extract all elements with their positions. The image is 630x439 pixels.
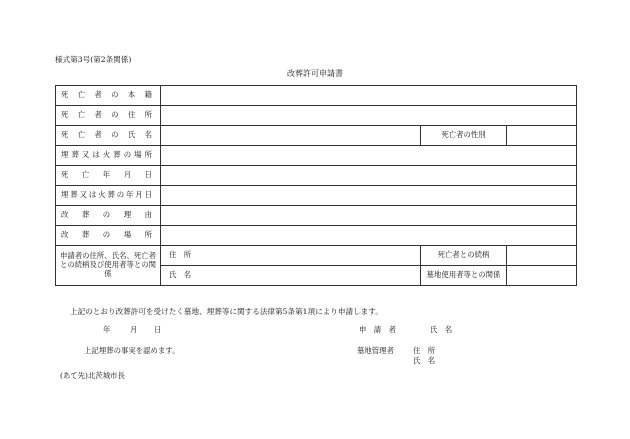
row-honseki (56, 86, 577, 106)
row-reburial-place (56, 226, 577, 246)
field-reason[interactable] (161, 206, 577, 226)
field-death-date[interactable] (161, 166, 577, 186)
field-burial-place[interactable] (161, 146, 577, 166)
manager-name-label: 氏 名 (413, 356, 436, 365)
label-honseki: 死亡者の本籍 (56, 86, 161, 106)
form-label: 様式第3号(第2条関係) (55, 55, 132, 64)
row-burial-place (56, 146, 577, 166)
row-address (56, 106, 577, 126)
field-burial-date[interactable] (161, 186, 577, 206)
row-burial-date (56, 186, 577, 206)
form-title: 改葬許可申請書 (287, 69, 343, 78)
addressee: (あて先)北茨城市長 (60, 371, 125, 380)
row-reason (56, 206, 577, 226)
cemetery-manager-label: 墓地管理者 (357, 346, 394, 355)
field-address[interactable] (161, 106, 577, 126)
application-table (55, 85, 577, 286)
label-applicant-name: 氏 名 (161, 266, 421, 286)
field-honseki[interactable] (161, 86, 577, 106)
label-address: 死亡者の住所 (56, 106, 161, 126)
field-name[interactable] (161, 126, 421, 146)
row-applicant-1 (56, 246, 577, 266)
applicant-name-label: 氏 名 (430, 325, 453, 334)
label-relationship: 死亡者との続柄 (421, 246, 507, 266)
date-day-label: 日 (154, 325, 162, 334)
row-death-date (56, 166, 577, 186)
field-user-relation[interactable] (507, 266, 577, 286)
application-statement: 上記のとおり改葬許可を受けたく墓地、埋葬等に関する法律第5条第1項により申請します。 (70, 307, 383, 316)
field-relationship[interactable] (507, 246, 577, 266)
label-user-relation: 墓地使用者等との関係 (421, 266, 507, 286)
applicant-label: 申 請 者 (359, 325, 396, 334)
label-reason: 改葬の理由 (56, 206, 161, 226)
label-death-date: 死亡年月日 (56, 166, 161, 186)
label-burial-place: 埋葬又は火葬の場所 (56, 146, 161, 166)
confirmation-statement: 上記埋葬の事実を認めます。 (84, 346, 180, 355)
date-year-label: 年 (103, 325, 111, 334)
label-sex: 死亡者の性別 (421, 126, 507, 146)
label-burial-date: 埋葬又は火葬の年月日 (56, 186, 161, 206)
row-name (56, 126, 577, 146)
label-applicant-info: 申請者の住所、氏名、死亡者との続柄及び使用者等との関係 (56, 246, 161, 286)
field-sex[interactable] (507, 126, 577, 146)
manager-address-label: 住 所 (413, 346, 436, 355)
field-reburial-place[interactable] (161, 226, 577, 246)
label-applicant-address: 住 所 (161, 246, 421, 266)
label-reburial-place: 改葬の場所 (56, 226, 161, 246)
date-month-label: 月 (130, 325, 138, 334)
label-name: 死亡者の氏名 (56, 126, 161, 146)
